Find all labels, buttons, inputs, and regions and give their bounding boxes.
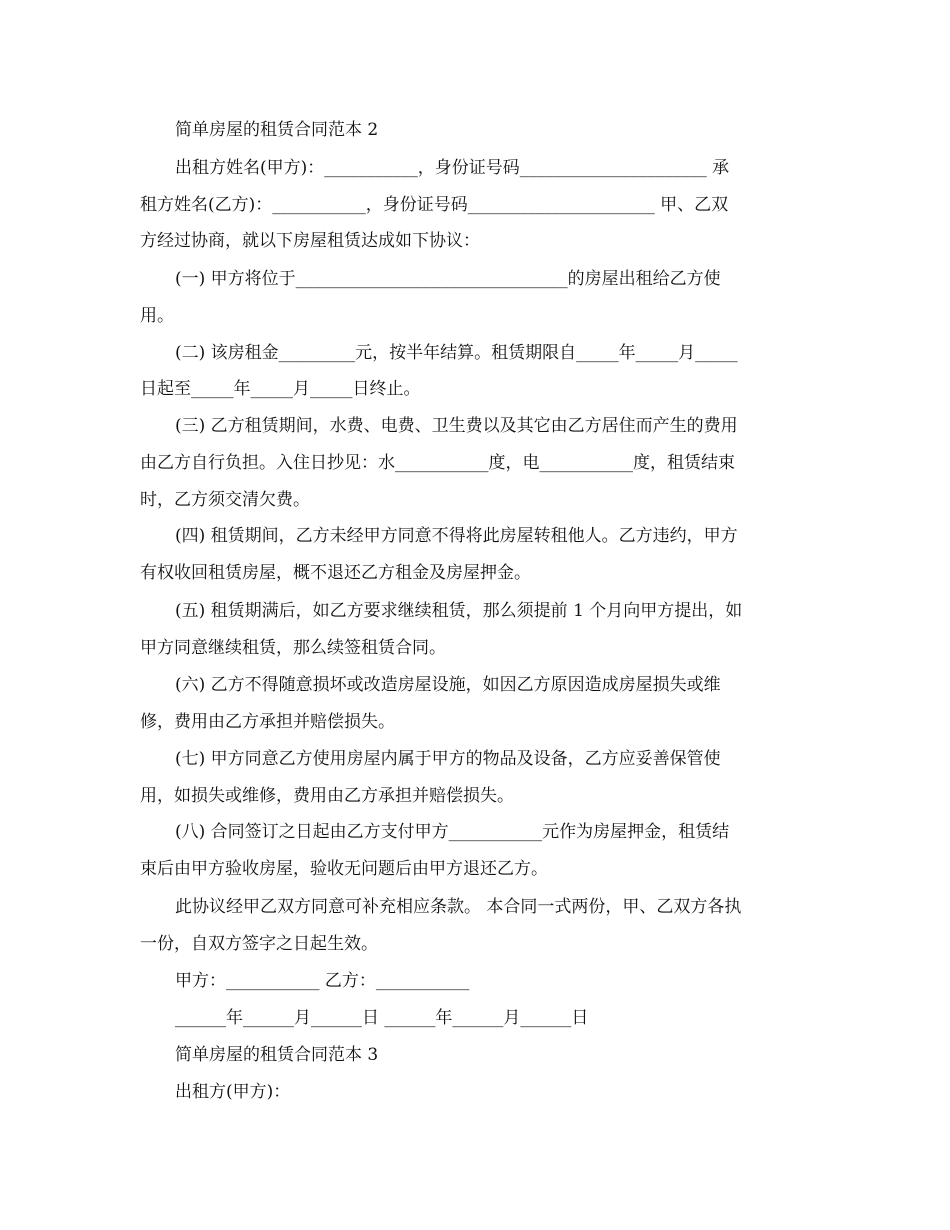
party-a-line: 出租方姓名(甲方)：___________，身份证号码______________________ 承 bbox=[175, 158, 730, 178]
clause-3-line-3: 时，乙方须交清欠费。 bbox=[140, 490, 310, 510]
supplement-line-1: 此协议经甲乙双方同意可补充相应条款。 本合同一式两份，甲、乙双方各执 bbox=[175, 897, 742, 917]
clause-6-line-1: (六) 乙方不得随意损坏或改造房屋设施，如因乙方原因造成房屋损失或维 bbox=[175, 675, 721, 695]
clause-1-line-1: (一) 甲方将位于________________________________的房屋出租给乙方使 bbox=[175, 269, 721, 289]
supplement-line-2: 一份，自双方签字之日起生效。 bbox=[140, 934, 378, 954]
section-title-2: 简单房屋的租赁合同范本 2 bbox=[175, 120, 379, 140]
clause-3-line-1: (三) 乙方租赁期间，水费、电费、卫生费以及其它由乙方居住而产生的费用 bbox=[175, 416, 738, 436]
agreement-intro: 方经过协商，就以下房屋租赁达成如下协议： bbox=[140, 231, 480, 251]
clause-5-line-2: 甲方同意继续租赁，那么续签租赁合同。 bbox=[140, 638, 446, 658]
clause-4-line-2: 有权收回租赁房屋，概不退还乙方租金及房屋押金。 bbox=[140, 563, 531, 583]
section-title-3: 简单房屋的租赁合同范本 3 bbox=[175, 1045, 379, 1065]
clause-7-line-1: (七) 甲方同意乙方使用房屋内属于甲方的物品及设备，乙方应妥善保管使 bbox=[175, 749, 721, 769]
clause-8-line-2: 束后由甲方验收房屋，验收无问题后由甲方退还乙方。 bbox=[140, 859, 548, 879]
clause-2-line-2: 日起至_____年_____月_____日终止。 bbox=[140, 379, 421, 399]
clause-3-line-2: 由乙方自行负担。入住日抄见：水___________度，电___________度，租赁结束 bbox=[140, 453, 735, 473]
date-line: ______年______月______日 ______年______月______日 bbox=[175, 1008, 589, 1028]
clause-5-line-1: (五) 租赁期满后，如乙方要求继续租赁，那么须提前 1 个月向甲方提出，如 bbox=[175, 601, 743, 621]
clause-2-line-1: (二) 该房租金_________元，按半年结算。租赁期限自_____年_____月_____ bbox=[175, 343, 738, 363]
lessor-label: 出租方(甲方)： bbox=[175, 1082, 291, 1102]
signature-line: 甲方：___________ 乙方：___________ bbox=[175, 971, 470, 991]
clause-1-line-2: 用。 bbox=[140, 306, 174, 326]
clause-4-line-1: (四) 租赁期间，乙方未经甲方同意不得将此房屋转租他人。乙方违约，甲方 bbox=[175, 526, 738, 546]
clause-7-line-2: 用，如损失或维修，费用由乙方承担并赔偿损失。 bbox=[140, 786, 514, 806]
party-b-line: 租方姓名(乙方)：___________，身份证号码______________________ 甲、乙双 bbox=[140, 195, 729, 215]
clause-6-line-2: 修，费用由乙方承担并赔偿损失。 bbox=[140, 712, 395, 732]
clause-8-line-1: (八) 合同签订之日起由乙方支付甲方___________元作为房屋押金，租赁结 bbox=[175, 822, 730, 842]
